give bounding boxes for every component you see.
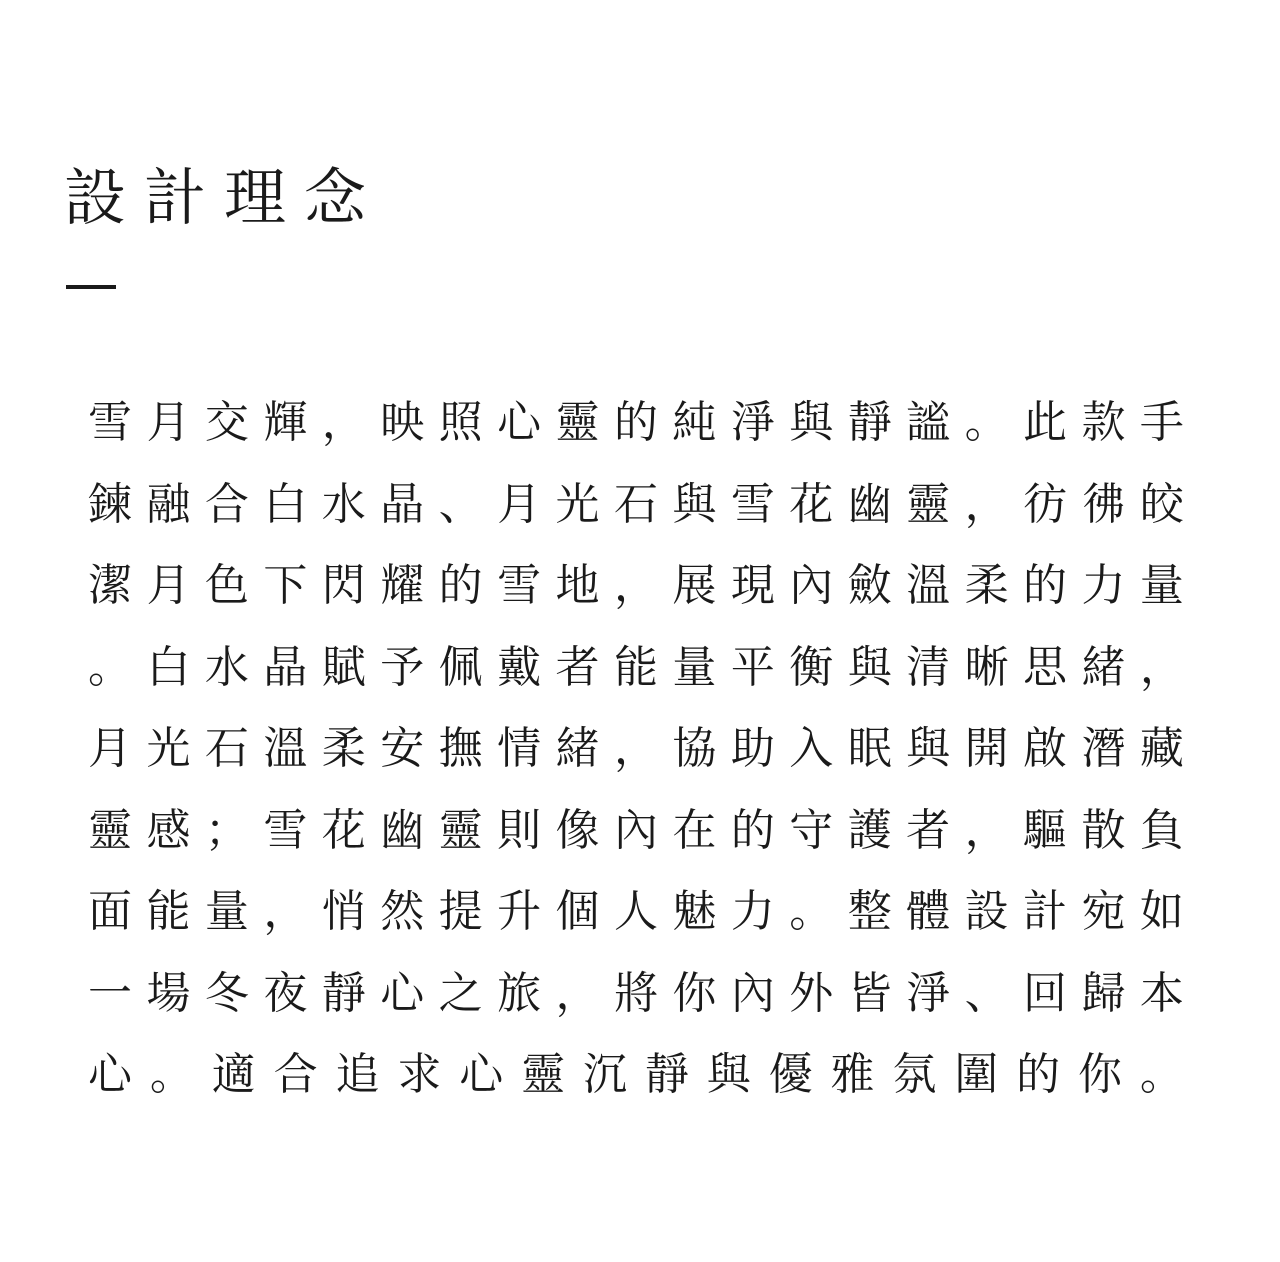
text-char: 靈 — [555, 397, 600, 448]
text-char: 緒 — [1081, 641, 1126, 693]
text-char: 情 — [497, 723, 542, 774]
text-char: 柔 — [321, 723, 366, 774]
text-char: ， — [555, 967, 600, 1019]
text-char: 將 — [613, 967, 658, 1019]
text-char: 的 — [438, 560, 483, 611]
text-char: 者 — [906, 804, 951, 856]
text-char: 靈 — [88, 804, 132, 856]
text-char: 。 — [149, 1049, 194, 1100]
text-char: 雪 — [497, 560, 542, 611]
text-char: 靈 — [521, 1049, 566, 1100]
text-char: 心 — [497, 397, 542, 448]
text-char: 旅 — [497, 967, 542, 1019]
text-char: 靜 — [644, 1049, 689, 1100]
text-char: 追 — [335, 1049, 380, 1100]
text-char: 光 — [146, 723, 191, 774]
text-char: 魅 — [672, 886, 717, 937]
text-char: 人 — [613, 886, 658, 937]
text-char: 場 — [146, 967, 191, 1019]
text-char: 助 — [730, 723, 775, 774]
text-char: 的 — [613, 397, 658, 448]
text-char: 的 — [1023, 560, 1067, 611]
text-char: 本 — [1139, 967, 1184, 1019]
text-char: 月 — [497, 478, 542, 530]
text-char: 融 — [146, 478, 191, 530]
text-char: 思 — [1023, 641, 1067, 693]
text-char: 面 — [88, 886, 132, 937]
text-char: 沉 — [583, 1049, 627, 1100]
text-char: 交 — [204, 397, 249, 448]
text-char: 幽 — [380, 804, 425, 856]
text-char: 力 — [730, 886, 775, 937]
text-char: 地 — [555, 560, 600, 611]
text-char: ， — [613, 723, 658, 774]
text-char: 如 — [1139, 886, 1184, 937]
text-char: 。 — [789, 886, 834, 937]
text-char: 提 — [438, 886, 483, 937]
text-char: 靈 — [906, 478, 951, 530]
text-char: ， — [964, 804, 1009, 856]
text-char: 宛 — [1081, 886, 1126, 937]
text-char: 閃 — [321, 560, 366, 611]
text-char: 與 — [906, 723, 951, 774]
text-char: 款 — [1081, 397, 1126, 448]
text-char: 戴 — [497, 641, 542, 693]
text-char: 。 — [1139, 1049, 1184, 1100]
text-char: 負 — [1139, 804, 1184, 856]
text-char: 心 — [459, 1049, 504, 1100]
text-char: 的 — [730, 804, 775, 856]
text-char: 驅 — [1023, 804, 1067, 856]
text-char: 現 — [730, 560, 775, 611]
text-char: 衡 — [789, 641, 834, 693]
text-char: 晰 — [964, 641, 1009, 693]
text-char: 斂 — [847, 560, 892, 611]
text-char: 求 — [397, 1049, 442, 1100]
text-char: ， — [1139, 641, 1184, 693]
text-char: 下 — [263, 560, 308, 611]
text-char: 耀 — [380, 560, 425, 611]
text-char: 手 — [1139, 397, 1184, 448]
text-char: 水 — [204, 641, 249, 693]
text-char: 靜 — [321, 967, 366, 1019]
text-char: 彷 — [1023, 478, 1067, 530]
text-char: 此 — [1023, 397, 1067, 448]
text-char: 量 — [204, 886, 249, 937]
text-line — [88, 633, 1184, 715]
text-line — [88, 551, 1184, 633]
text-char: 賦 — [321, 641, 366, 693]
text-char: 圍 — [954, 1049, 999, 1100]
text-char: 予 — [380, 641, 425, 693]
text-char: ； — [204, 804, 249, 856]
text-char: 者 — [555, 641, 600, 693]
text-char: 花 — [789, 478, 834, 530]
text-char: 皎 — [1139, 478, 1184, 530]
text-char: ， — [613, 560, 658, 611]
text-char: 與 — [847, 641, 892, 693]
text-line — [88, 388, 1184, 470]
text-char: 優 — [768, 1049, 813, 1100]
text-char: 升 — [497, 886, 542, 937]
text-char: 內 — [789, 560, 834, 611]
text-char: 石 — [613, 478, 658, 530]
text-char: 夜 — [263, 967, 308, 1019]
text-char: 謐 — [906, 397, 951, 448]
text-char: 清 — [906, 641, 951, 693]
text-char: 月 — [146, 560, 191, 611]
text-char: ， — [263, 886, 308, 937]
text-char: 能 — [613, 641, 658, 693]
title-divider — [66, 285, 116, 289]
text-line — [88, 470, 1184, 552]
text-char: 你 — [1078, 1049, 1122, 1100]
text-char: 量 — [672, 641, 717, 693]
text-char: 心 — [88, 1049, 132, 1100]
text-char: 一 — [88, 967, 132, 1019]
text-char: 散 — [1081, 804, 1126, 856]
text-char: 光 — [555, 478, 600, 530]
text-char: 像 — [555, 804, 600, 856]
text-line — [88, 877, 1184, 959]
text-char: 。 — [964, 397, 1009, 448]
text-char: 與 — [706, 1049, 751, 1100]
text-char: 計 — [1023, 886, 1067, 937]
text-char: 適 — [211, 1049, 256, 1100]
text-char: 氛 — [892, 1049, 937, 1100]
text-char: 展 — [672, 560, 717, 611]
text-char: 撫 — [438, 723, 483, 774]
text-char: 能 — [146, 886, 191, 937]
text-char: 輝 — [263, 397, 308, 448]
text-char: 守 — [789, 804, 834, 856]
text-char: 潛 — [1081, 723, 1126, 774]
text-char: 彿 — [1081, 478, 1126, 530]
text-char: 啟 — [1023, 723, 1067, 774]
text-char: 悄 — [321, 886, 366, 937]
text-char: 開 — [964, 723, 1009, 774]
text-char: 感 — [146, 804, 191, 856]
text-char: 映 — [380, 397, 425, 448]
text-line — [88, 1040, 1184, 1122]
text-char: 護 — [847, 804, 892, 856]
text-char: 淨 — [730, 397, 775, 448]
text-char: 協 — [672, 723, 717, 774]
text-char: 眠 — [847, 723, 892, 774]
text-char: 淨 — [906, 967, 951, 1019]
design-description — [88, 388, 1184, 1122]
text-char: 晶 — [380, 478, 425, 530]
text-char: 安 — [380, 723, 425, 774]
text-char: 緒 — [555, 723, 600, 774]
text-char: 合 — [273, 1049, 318, 1100]
text-char: 柔 — [964, 560, 1009, 611]
text-char: 、 — [438, 478, 483, 530]
text-char: 回 — [1023, 967, 1067, 1019]
text-char: 色 — [204, 560, 249, 611]
text-char: 歸 — [1081, 967, 1126, 1019]
text-char: 與 — [789, 397, 834, 448]
text-char: 個 — [555, 886, 600, 937]
text-char: 量 — [1139, 560, 1184, 611]
text-char: 心 — [380, 967, 425, 1019]
text-line — [88, 714, 1184, 796]
text-char: 之 — [438, 967, 483, 1019]
text-char: 設 — [964, 886, 1009, 937]
text-char: 花 — [321, 804, 366, 856]
text-char: 雅 — [830, 1049, 875, 1100]
text-char: 的 — [1016, 1049, 1061, 1100]
text-char: 月 — [146, 397, 191, 448]
text-char: ， — [964, 478, 1009, 530]
text-char: 白 — [146, 641, 191, 693]
text-char: 然 — [380, 886, 425, 937]
text-char: 佩 — [438, 641, 483, 693]
text-char: 則 — [497, 804, 542, 856]
text-char: 照 — [438, 397, 483, 448]
text-char: 入 — [789, 723, 834, 774]
text-char: 內 — [730, 967, 775, 1019]
text-char: 石 — [204, 723, 249, 774]
text-char: 冬 — [204, 967, 249, 1019]
text-char: 你 — [672, 967, 717, 1019]
text-char: 。 — [88, 641, 132, 693]
text-char: 溫 — [906, 560, 951, 611]
text-line — [88, 796, 1184, 878]
text-char: 平 — [730, 641, 775, 693]
text-char: ， — [321, 397, 366, 448]
text-char: 整 — [847, 886, 892, 937]
text-char: 體 — [906, 886, 951, 937]
text-char: 與 — [672, 478, 717, 530]
text-char: 力 — [1081, 560, 1126, 611]
text-char: 白 — [263, 478, 308, 530]
text-char: 純 — [672, 397, 717, 448]
text-char: 潔 — [88, 560, 132, 611]
text-char: 幽 — [847, 478, 892, 530]
text-char: 鍊 — [88, 478, 132, 530]
text-char: 外 — [789, 967, 834, 1019]
text-char: 水 — [321, 478, 366, 530]
text-line — [88, 959, 1184, 1041]
text-char: 溫 — [263, 723, 308, 774]
text-char: 雪 — [730, 478, 775, 530]
text-char: 雪 — [263, 804, 308, 856]
text-char: 、 — [964, 967, 1009, 1019]
text-char: 月 — [88, 723, 132, 774]
text-char: 合 — [204, 478, 249, 530]
text-char: 內 — [613, 804, 658, 856]
text-char: 皆 — [847, 967, 892, 1019]
text-char: 雪 — [88, 397, 132, 448]
text-char: 靜 — [847, 397, 892, 448]
text-char: 在 — [672, 804, 717, 856]
text-char: 晶 — [263, 641, 308, 693]
text-char: 藏 — [1139, 723, 1184, 774]
page-title: 設計理念 — [64, 161, 385, 234]
text-char: 靈 — [438, 804, 483, 856]
